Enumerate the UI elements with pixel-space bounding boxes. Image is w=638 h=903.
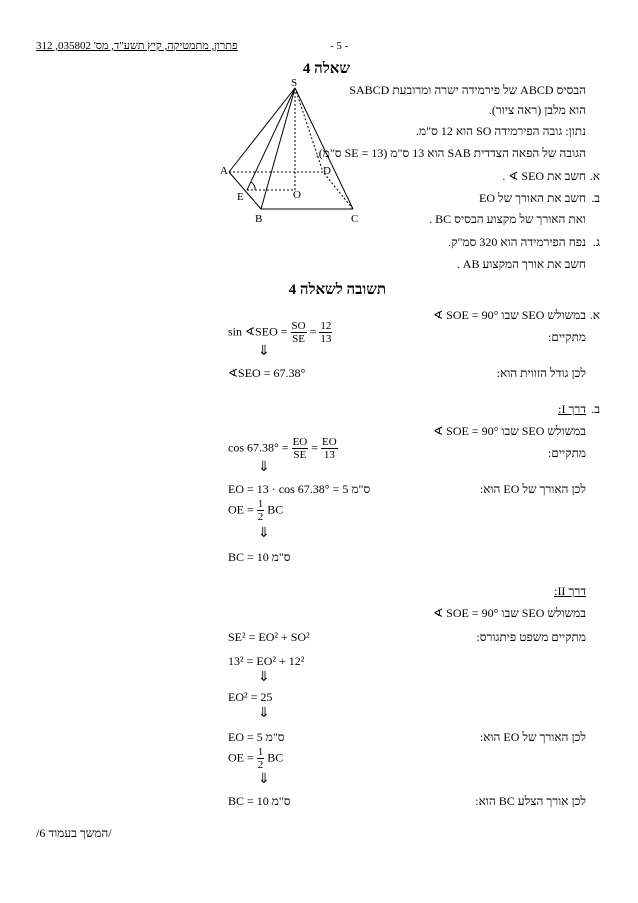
answer-a-holds: מתקיים:: [548, 330, 586, 344]
answer-c-eo-eq: EO = 5 ס"מ: [228, 730, 285, 744]
angle-mark: [251, 182, 255, 190]
answer-b-line1: במשולש SEO שבו SOE = 90° ∢: [433, 424, 586, 438]
answer-a-result-text: לכן גודל הזווית הוא:: [496, 366, 586, 380]
answer-c-eq3: EO² = 25: [228, 690, 273, 704]
label-O: O: [293, 189, 301, 201]
question-line-2: הוא מלבן (ראה ציור).: [488, 103, 586, 117]
question-line-1: הבסיס ABCD של פירמידה ישרה ומרובעת SABCD: [349, 83, 586, 97]
label-B: B: [255, 213, 263, 224]
answer-c-bc-eq: BC = 10 ס"מ: [228, 794, 291, 808]
answer-b-eq1: cos 67.38° = $\frac{EO}{SE}$ = $\frac{EO}{13}$: [228, 436, 337, 461]
way-2-label: דרך II:: [554, 584, 586, 598]
question-line-4: הגובה של הפאה הצדדית SAB הוא 13 ס"מ (SE = 13 ס"מ).: [315, 146, 586, 160]
item-a-label: א.: [589, 169, 600, 183]
header-source: פתרון, מתמטיקה, קיץ תשע"ד, מס' 035802, 312: [36, 40, 238, 52]
label-D: D: [323, 165, 331, 177]
question-title: שאלה 4: [302, 61, 350, 77]
arrow-c1: ⇓: [258, 670, 270, 685]
arrow-b2: ⇓: [258, 526, 270, 541]
item-b-label: ב.: [591, 191, 600, 205]
answer-b-label: ב.: [591, 402, 600, 416]
answer-title: תשובה לשאלה 4: [288, 282, 386, 298]
question-line-8: נפח הפירמידה הוא 320 סמ"ק.: [448, 235, 586, 249]
answer-a-label: א.: [589, 308, 600, 322]
question-line-3: נתון: גובה הפירמידה SO הוא 12 ס"מ.: [416, 124, 586, 138]
answer-b-bc-eq: BC = 10 ס"מ: [228, 550, 291, 564]
answer-c-bc-text: לכן אורך הצלע BC הוא:: [475, 794, 586, 808]
answer-b-oe-eq: OE = $\frac{1}{2}$ BC: [228, 498, 284, 523]
label-S: S: [291, 77, 298, 89]
item-c-label: ג.: [593, 235, 600, 249]
answer-a-result-eq: ∢SEO = 67.38°: [228, 366, 306, 380]
label-A: A: [220, 165, 228, 177]
question-line-9: חשב את אורך המקצוע AB .: [456, 257, 586, 271]
arrow-c3: ⇓: [258, 772, 270, 787]
answer-c-eo-text: לכן האורך של EO הוא:: [479, 730, 586, 744]
answer-b-eo-eq: EO = 13 · cos 67.38° = 5 ס"מ: [228, 482, 371, 496]
arrow-b1: ⇓: [258, 460, 270, 475]
answer-b-holds: מתקיים:: [548, 446, 586, 460]
arrow-c2: ⇓: [258, 706, 270, 721]
edge-SA: [229, 88, 295, 172]
footer-continued: /המשך בעמוד 6/: [36, 826, 112, 840]
question-line-7: ואת האורך של מקצוע הבסיס BC .: [429, 212, 586, 226]
way-1-label: דרך I:: [558, 402, 586, 416]
answer-c-eq2: 13² = EO² + 12²: [228, 654, 305, 668]
answer-a-line1: במשולש SEO שבו SOE = 90° ∢: [433, 308, 586, 322]
answer-b-eo-text: לכן האורך של EO הוא:: [479, 482, 586, 496]
question-line-6: חשב את האורך של EO: [479, 191, 586, 205]
label-E: E: [237, 191, 244, 203]
answer-c-eq1: SE² = EO² + SO²: [228, 630, 310, 644]
label-C: C: [351, 213, 359, 224]
question-line-5: חשב את SEO ∢ .: [502, 169, 586, 183]
answer-a-eq1: sin ∢SEO = $\frac{SO}{SE}$ = $\frac{12}{13}$: [228, 320, 332, 345]
page-number: - 5 -: [330, 40, 349, 52]
answer-c-oe-eq: OE = $\frac{1}{2}$ BC: [228, 746, 284, 771]
answer-c-line1: במשולש SEO שבו SOE = 90° ∢: [433, 606, 586, 620]
answer-c-holds: מתקיים משפט פיתגורס:: [476, 630, 586, 644]
arrow-a1: ⇓: [258, 344, 270, 359]
